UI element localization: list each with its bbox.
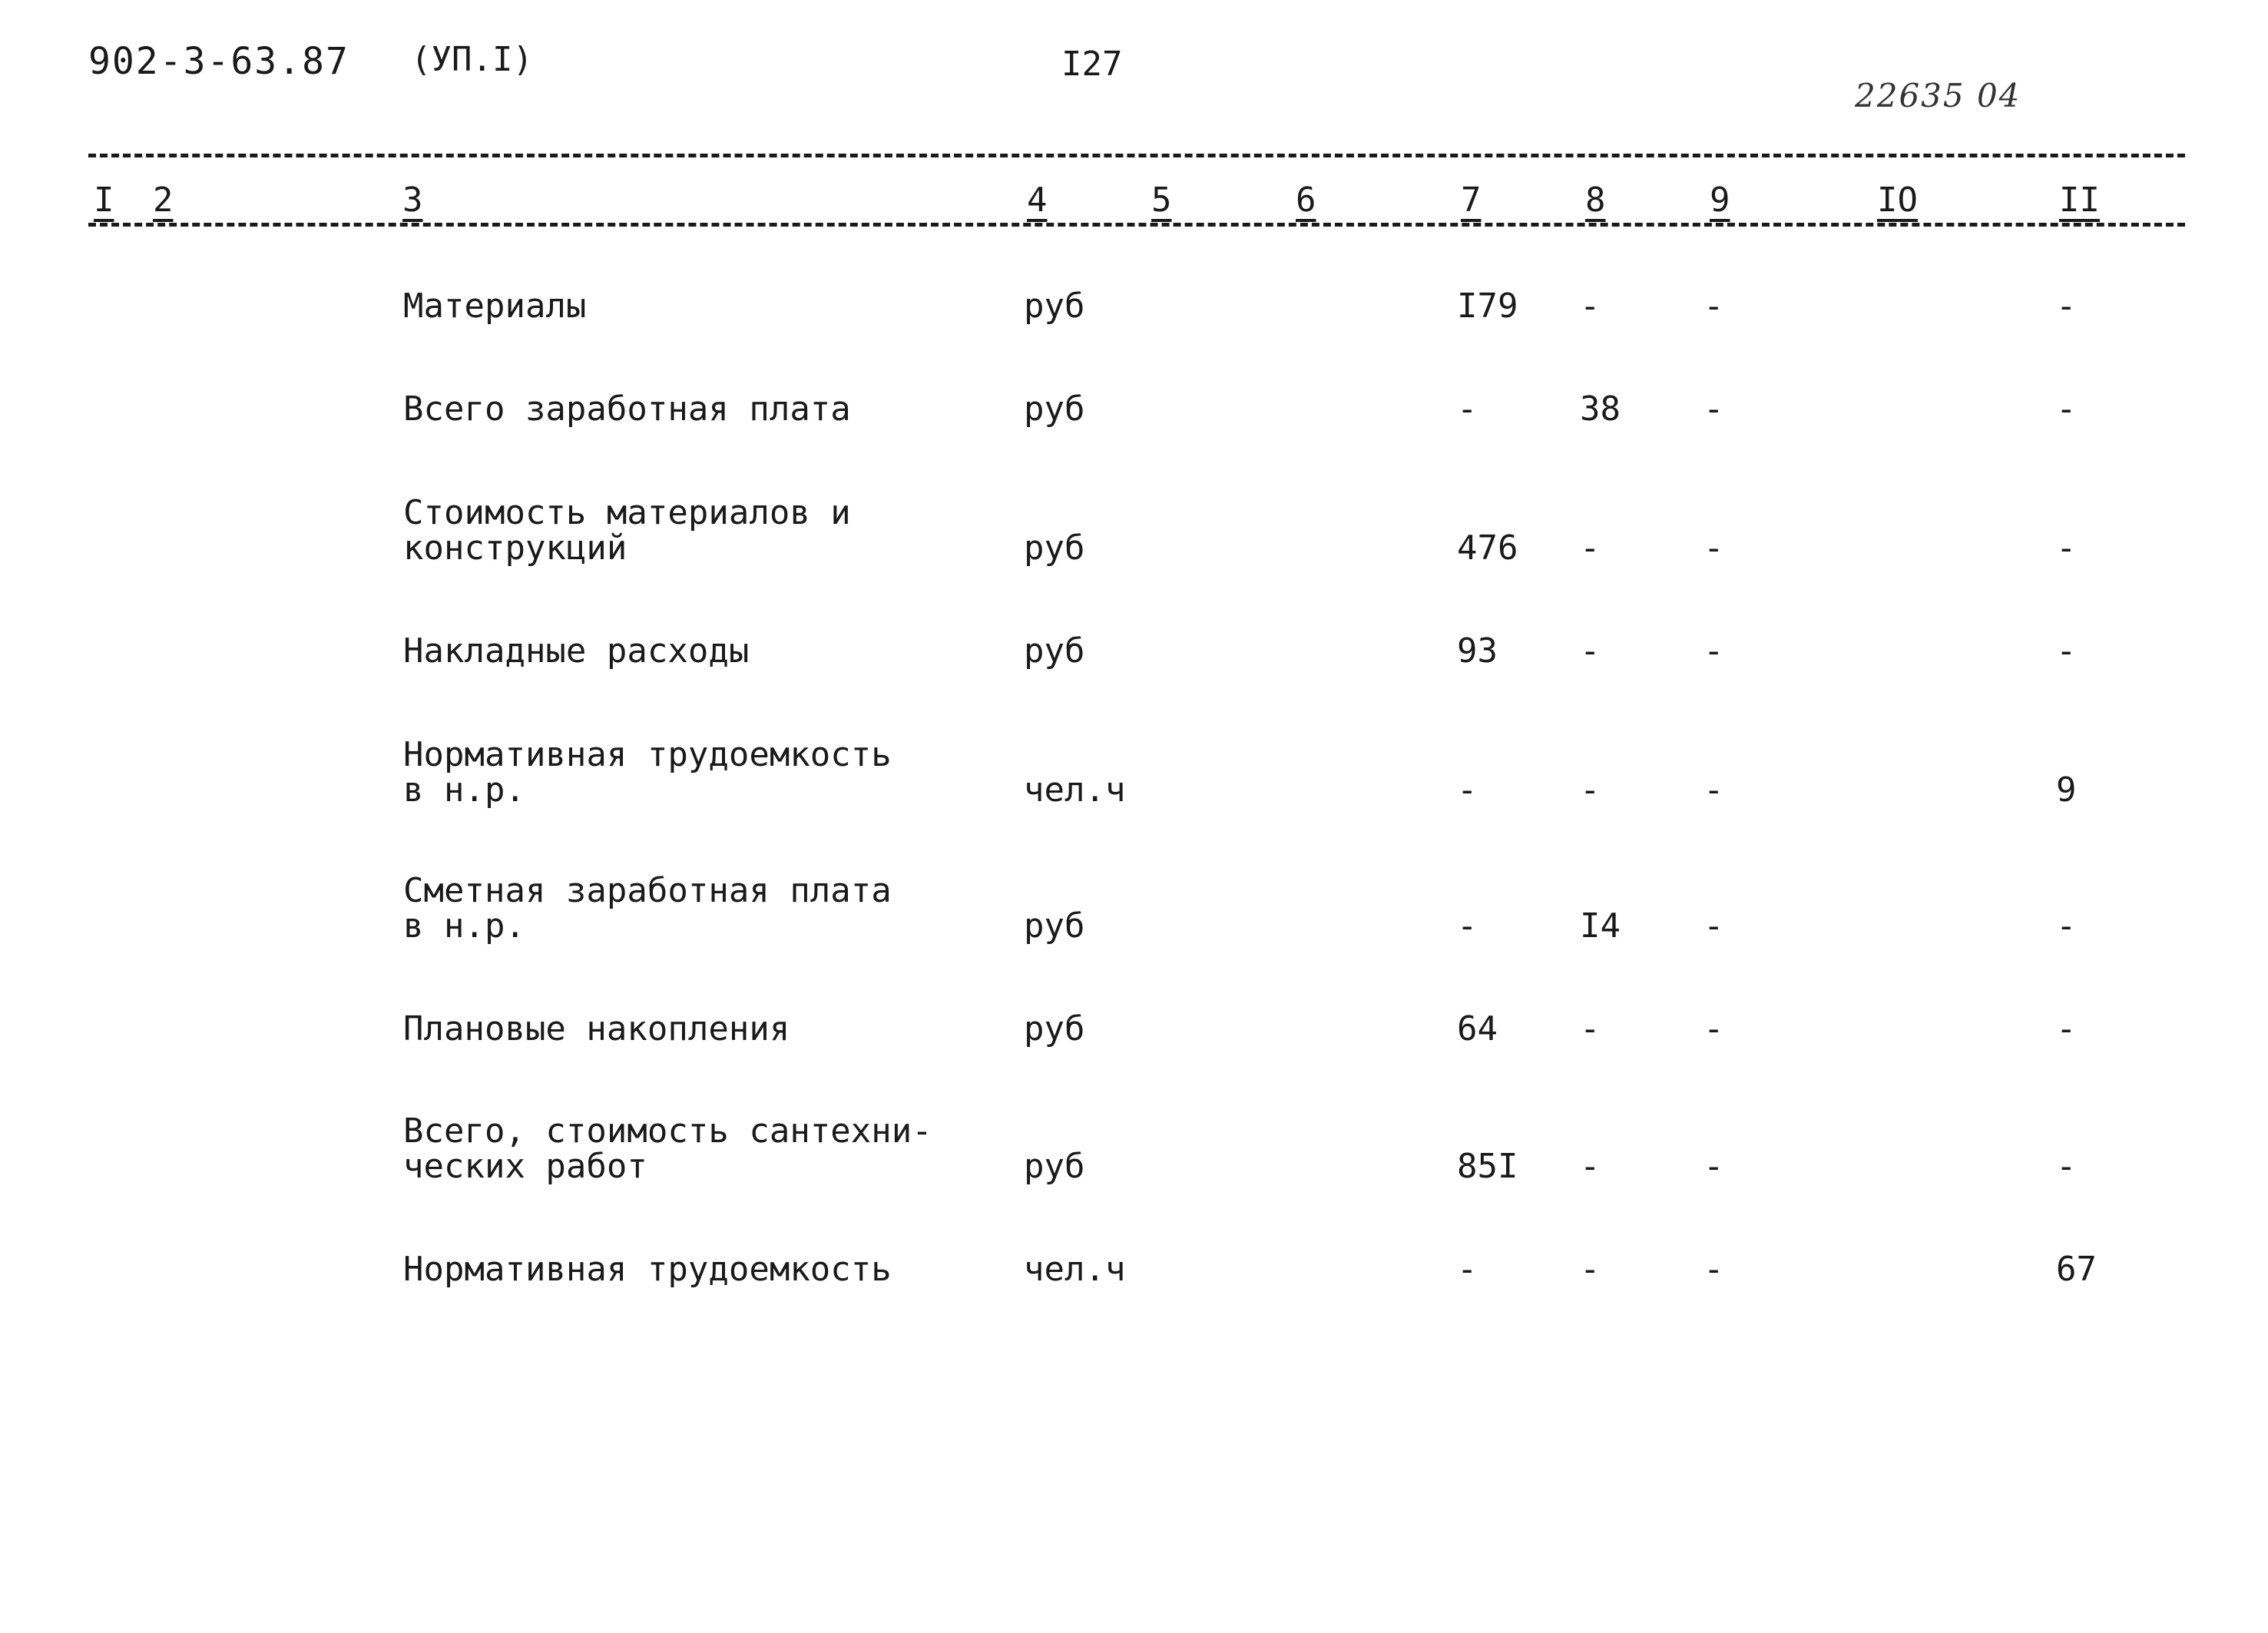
row-name: Плановые накопления [403, 1009, 790, 1048]
page-number: I27 [1061, 45, 1123, 84]
cell-col-7: - [1457, 770, 1478, 810]
cell-col-8: I4 [1580, 906, 1621, 946]
cell-col-8: - [1580, 631, 1601, 671]
row-unit: чел.ч [1024, 770, 1126, 810]
cell-col-8: - [1580, 1147, 1601, 1186]
row-unit: чел.ч [1024, 1250, 1126, 1289]
cell-col-9: - [1703, 906, 1724, 946]
cell-col-9: - [1703, 770, 1724, 810]
row-name: Нормативная трудоемкость [403, 1250, 892, 1289]
archive-number: 22635 04 [1855, 77, 2021, 114]
column-number-4: 4 [1024, 181, 1051, 220]
cell-col-8: - [1580, 1009, 1601, 1048]
cell-col-8: - [1580, 287, 1601, 326]
cell-col-9: - [1703, 1147, 1724, 1186]
column-number-2: 2 [150, 181, 177, 220]
cell-col-8: 38 [1580, 389, 1621, 429]
cell-col-11: - [2056, 1009, 2077, 1048]
cell-col-7: 64 [1457, 1009, 1498, 1048]
cell-col-7: 476 [1457, 528, 1518, 568]
cell-col-9: - [1703, 1250, 1724, 1289]
document-code: 902-3-63.87 [88, 40, 349, 83]
row-name-line-2: конструкций [403, 528, 627, 568]
cell-col-11: - [2056, 287, 2077, 326]
cell-col-11: 67 [2056, 1250, 2097, 1289]
cell-col-7: - [1457, 389, 1478, 429]
row-unit: руб [1024, 1147, 1085, 1186]
cell-col-9: - [1703, 287, 1724, 326]
column-number-8: 8 [1582, 181, 1609, 220]
cell-col-9: - [1703, 389, 1724, 429]
cell-col-9: - [1703, 528, 1724, 568]
row-name-line-1: Всего, стоимость сантехни- [403, 1111, 932, 1151]
cell-col-11: - [2056, 1147, 2077, 1186]
row-unit: руб [1024, 1009, 1085, 1048]
row-unit: руб [1024, 631, 1085, 671]
column-number-6: 6 [1293, 181, 1319, 220]
row-name: Всего заработная плата [403, 389, 851, 429]
row-name-line-1: Сметная заработная плата [403, 871, 892, 910]
cell-col-11: - [2056, 528, 2077, 568]
cell-col-7: 85I [1457, 1147, 1518, 1186]
row-unit: руб [1024, 906, 1085, 946]
cell-col-7: - [1457, 1250, 1478, 1289]
sheet-reference: (УП.I) [411, 40, 533, 79]
row-name: Накладные расходы [403, 631, 750, 671]
cell-col-9: - [1703, 631, 1724, 671]
column-number-7: 7 [1458, 181, 1485, 220]
row-name: Материалы [403, 287, 587, 326]
cell-col-11: 9 [2056, 770, 2077, 810]
row-name-line-2: в н.р. [403, 770, 525, 810]
cell-col-7: I79 [1457, 287, 1518, 326]
column-number-10: IO [1874, 181, 1921, 220]
column-number-3: 3 [399, 181, 426, 220]
cell-col-7: 93 [1457, 631, 1498, 671]
top-dashed-rule [88, 154, 2185, 157]
cell-col-9: - [1703, 1009, 1724, 1048]
cell-col-8: - [1580, 528, 1601, 568]
cell-col-7: - [1457, 906, 1478, 946]
row-unit: руб [1024, 287, 1085, 326]
column-header-dashed-rule [88, 223, 2185, 227]
row-name-line-2: в н.р. [403, 906, 525, 946]
column-number-5: 5 [1148, 181, 1175, 220]
cell-col-11: - [2056, 906, 2077, 946]
column-number-9: 9 [1707, 181, 1733, 220]
cell-col-11: - [2056, 631, 2077, 671]
row-unit: руб [1024, 389, 1085, 429]
column-number-11: II [2056, 181, 2103, 220]
row-name-line-2: ческих работ [403, 1147, 647, 1186]
column-number-1: I [91, 181, 118, 220]
cell-col-8: - [1580, 1250, 1601, 1289]
row-unit: руб [1024, 528, 1085, 568]
row-name-line-1: Нормативная трудоемкость [403, 735, 892, 774]
cell-col-11: - [2056, 389, 2077, 429]
cell-col-8: - [1580, 770, 1601, 810]
row-name-line-1: Стоимость материалов и [403, 493, 851, 532]
